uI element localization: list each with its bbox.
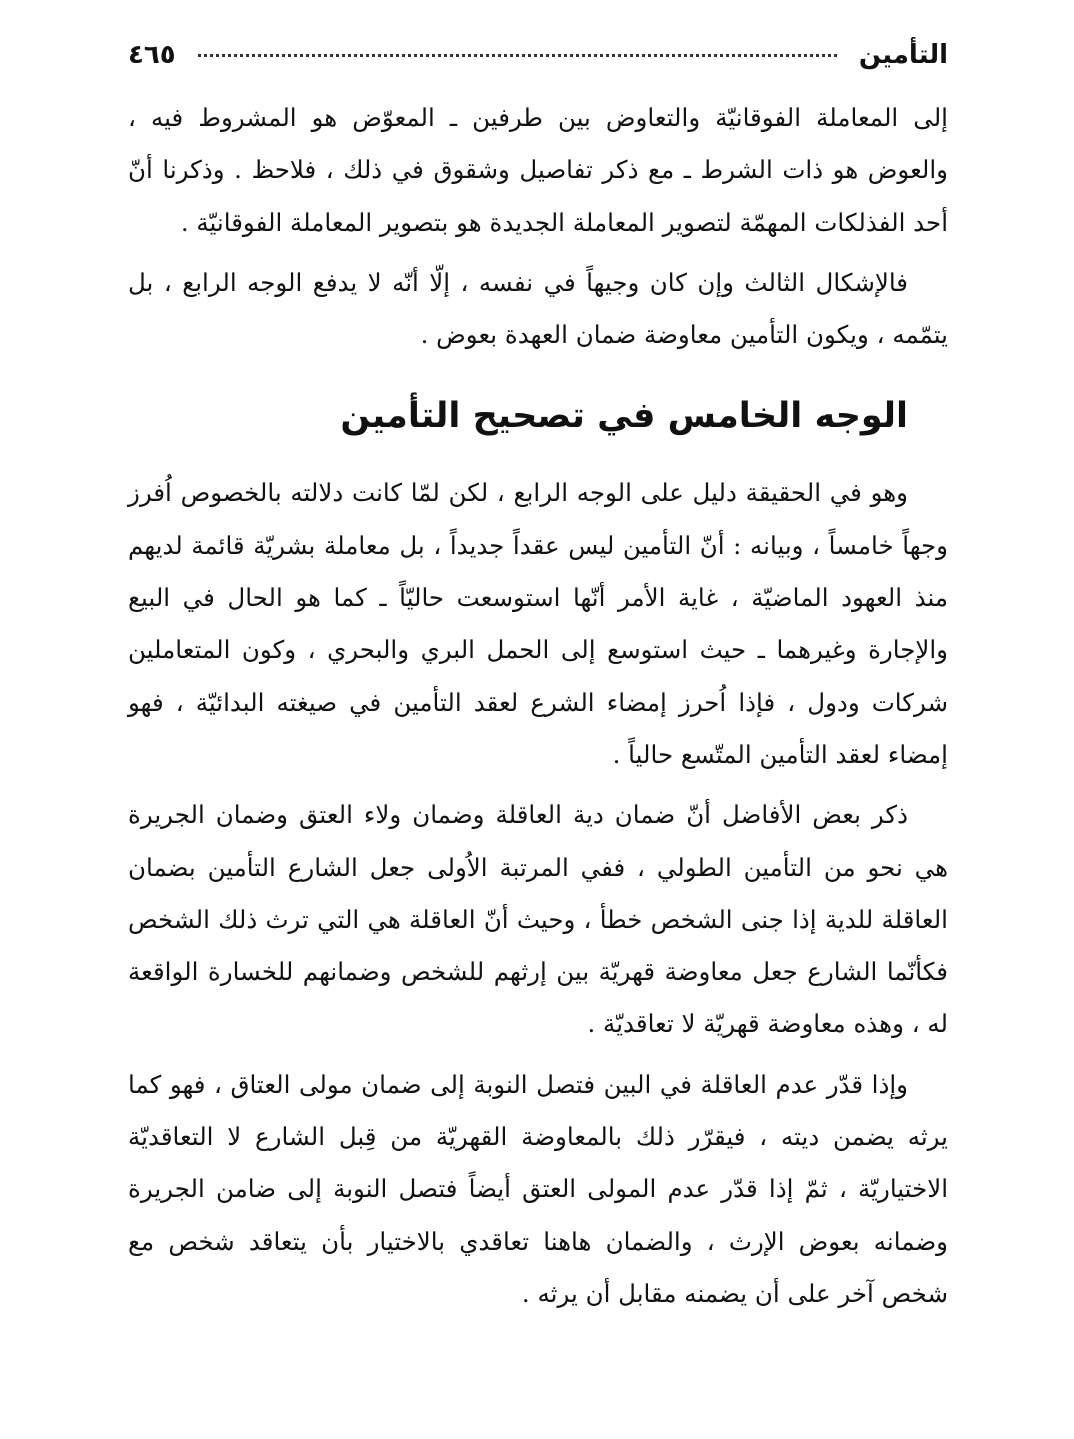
paragraph: وهو في الحقيقة دليل على الوجه الرابع ، لكن لمّا كانت دلالته بالخصوص اُفرز وجهاً خامساً ، وبيانه : أنّ التأمين ليس عقداً جديداً ، بل معاملة بشريّة قائمة لديهم منذ العهود الماضيّة ، غاية الأمر أنّها استوسعت حاليّاً ـ كما هو الحال في البيع والإجارة وغيرهما ـ حيث استوسع إلى الحمل البري والبحري ، وكون المتعاملين شركات ودول ، فإذا اُحرز إمضاء الشرع لعقد التأمين في صيغته البدائيّة ، فهو إمضاء لعقد التأمين المتّسع حالياً .: [128, 478, 948, 769]
running-header: [128, 40, 948, 92]
page-number: ٤٦٥: [128, 40, 176, 70]
paragraph: فالإشكال الثالث وإن كان وجيهاً في نفسه ، إلّا أنّه لا يدفع الوجه الرابع ، بل يتمّمه ، ويكون التأمين معاوضة ضمان العهدة بعوض .: [128, 267, 948, 350]
header-title: التأمين: [858, 40, 948, 70]
paragraph: إلى المعاملة الفوقانيّة والتعاوض بين طرفين ـ المعوّض هو المشروط فيه ، والعوض هو ذات الشرط ـ مع ذكر تفاصيل وشقوق في ذلك ، فلاحظ . وذكرنا أنّ أحد الفذلكات المهمّة لتصوير المعاملة الجديدة هو بتصوير المعاملة الفوقانيّة .: [128, 103, 948, 237]
paragraph: وإذا قدّر عدم العاقلة في البين فتصل النوبة إلى ضمان مولى العتاق ، فهو كما يرثه يضمن ديته ، فيقرّر ذلك بالمعاوضة القهريّة من قِبل الشارع لا التعاقديّة الاختياريّة ، ثمّ إذا قدّر عدم المولى العتق أيضاً فتصل النوبة إلى ضامن الجريرة وضمانه بعوض الإرث ، والضمان هاهنا تعاقدي بالاختيار بأن يتعاقد شخص مع شخص آخر على أن يضمنه مقابل أن يرثه .: [128, 1069, 948, 1308]
paragraph: ذكر بعض الأفاضل أنّ ضمان دية العاقلة وضمان ولاء العتق وضمان الجريرة هي نحو من التأمين الطولي ، ففي المرتبة الاُولى جعل الشارع التأمين بضمان العاقلة للدية إذا جنى الشخص خطأ ، وحيث أنّ العاقلة هي التي ترث ذلك الشخص فكأنّما الشارع جعل معاوضة قهريّة بين إرثهم للشخص وضمانهم للخسارة الواقعة له ، وهذه معاوضة قهريّة لا تعاقديّة .: [128, 800, 948, 1039]
book-page: [128, 40, 948, 1320]
section-heading: الوجه الخامس في تصحيح التأمين: [340, 396, 908, 437]
header-dot-leader: [198, 54, 837, 57]
